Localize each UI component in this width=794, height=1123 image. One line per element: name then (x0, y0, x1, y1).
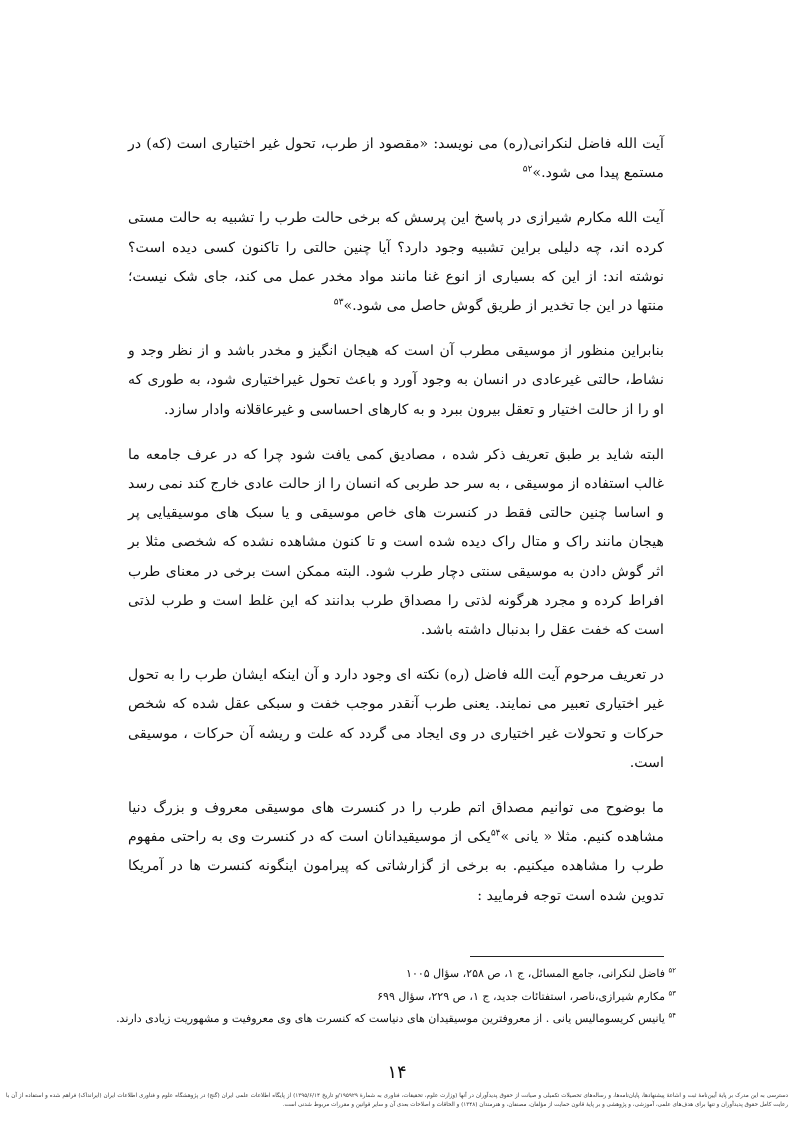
footnote-ref-54[interactable]: ۵۴ (490, 828, 501, 839)
paragraph-2: آیت الله مکارم شیرازی در پاسخ این پرسش که برخی حالت طرب را تشبیه به حالت مستی کرده اند، چه دلیلی براین تشبیه وجود دارد؟ آیا چنین حالتی را تاکنون کسی دیده است؟ نوشته اند: از این که بسیاری از انوع غنا مانند مواد مخدر عمل می کند، جای شک نیست؛ منتها در این جا تخدیر از طریق گوش حاصل می شود.»$^{۵۳}$ (128, 210, 664, 315)
access-notice: دسترسی به این مدرک بر پایهٔ آیین‌نامهٔ ثبت و اشاعهٔ پیشنهادها، پایان‌نامه‌ها، و رساله‌های تحصیلات تکمیلی و صیانت از حقوق پدیدآوران در آنها (وزارت علوم، تحقیقات، فناوری به شمارهٔ ۱۹۵۹۲۹/و تاریخ ۱۳۹۵/۶/۱۴) از پایگاه اطلاعات علمی ایران (گنج) در پژوهشگاه علوم و فناوری اطلاعات ایران (ایرانداک) فراهم شده و استفاده از آن با رعایت کامل حقوق پدیدآوران و تنها برای هدف‌های علمی، آموزشی، و پژوهشی و بر پایهٔ قانون حمایت از مؤلفان، مصنفان، و هنرمندان (۱۳۴۸) و الحاقات و اصلاحات بعدی آن و سایر قوانین و مقررات مربوط شدنی است. (6, 1093, 788, 1108)
footnote-ref-52[interactable]: ۵۲ (522, 164, 533, 175)
footnote-number: ۵۲ (668, 966, 676, 975)
footnote-number: ۵۴ (668, 1011, 676, 1020)
footnote-number: ۵۳ (668, 988, 676, 997)
footnote-52 (128, 963, 676, 986)
paragraph-1: آیت الله فاضل لنکرانی(ره) می نویسد: «مقصود از طرب، تحول غیر اختیاری است (که) در مستمع پیدا می شود.»$^{۵۲}$ (128, 136, 664, 182)
paragraph-5: در تعریف مرحوم آیت الله فاضل (ره) نکته ای وجود دارد و آن اینکه ایشان طرب را به تحول غیر اختیاری تعبیر می نمایند. یعنی طرب آنقدر موجب خفت و سبکی عقل شده که شخص حرکات و تحولات غیر اختیاری در وی ایجاد می گردد که علت و ریشه آن حرکات ، موسیقی است. (128, 667, 664, 771)
footnote-ref-53[interactable]: ۵۳ (333, 297, 344, 308)
page-number: ۱۴ (387, 1062, 407, 1083)
footnote-text: مکارم شیرازی،ناصر، استفتائات جدید، ج ۱، ص ۲۲۹، سؤال ۶۹۹ (377, 989, 665, 1003)
footnote-54 (116, 1008, 676, 1031)
paragraph-4: البته شاید بر طبق تعریف ذکر شده ، مصادیق کمی یافت شود چرا که در عرف جامعه ما غالب استفاده از موسیقی ، به سر حد طربی که انسان را از حالت عادی خارج کند نمی رسد و اساسا چنین حالتی فقط در کنسرت های خاص موسیقی و یا سبک های موسیقیایی پر هیجان مانند راک و متال راک دیده شده است و تا کنون مشاهده نشده که شخصی مثلا بر اثر گوش دادن به موسیقی سنتی دچار طرب شود. البته ممکن است برخی در معنای طرب افراط کرده و مجرد هرگونه لذتی را مصداق طرب بدانند که این غلط است و طرب لذتی است که خفت عقل را بدنبال داشته باشد. (128, 446, 664, 639)
footnote-text: فاضل لنکرانی، جامع المسائل، ج ۱، ص ۲۵۸، سؤال ۱۰۰۵ (406, 967, 665, 980)
footnote-text: یانیس کریسومالیس یانی . از معروفترین موسیقیدان های دنیاست که کنسرت های وی معروفیت و مشهوریت زیادی دارند. (116, 1012, 665, 1025)
footnote-divider (470, 956, 664, 957)
footnotes (116, 963, 676, 1031)
paragraph-6: ما بوضوح می توانیم مصداق اتم طرب را در کنسرت های موسیقی معروف و بزرگ دنیا مشاهده کنیم. مثلا « یانی »$^{۵۴}$یکی از موسیقیدانان است که در کنسرت وی به راحتی مفهوم طرب را مشاهده میکنیم. به برخی از گزارشاتی که پیرامون اینگونه کنسرت ها در آمریکا تدوین شده است توجه فرمایید : (128, 800, 664, 904)
footnote-53 (128, 986, 676, 1009)
paragraph-3: بنابراین منظور از موسیقی مطرب آن است که هیجان انگیز و مخدر باشد و از نظر وجد و نشاط، حالتی غیرعادی در انسان به وجود آورد و باعث تحول غیراختیاری شود، به طوری که او را از حالت اختیار و تعقل بیرون ببرد و به کارهای احساسی و غیرعاقلانه وادار سازد. (128, 343, 664, 418)
body-text (128, 130, 664, 927)
